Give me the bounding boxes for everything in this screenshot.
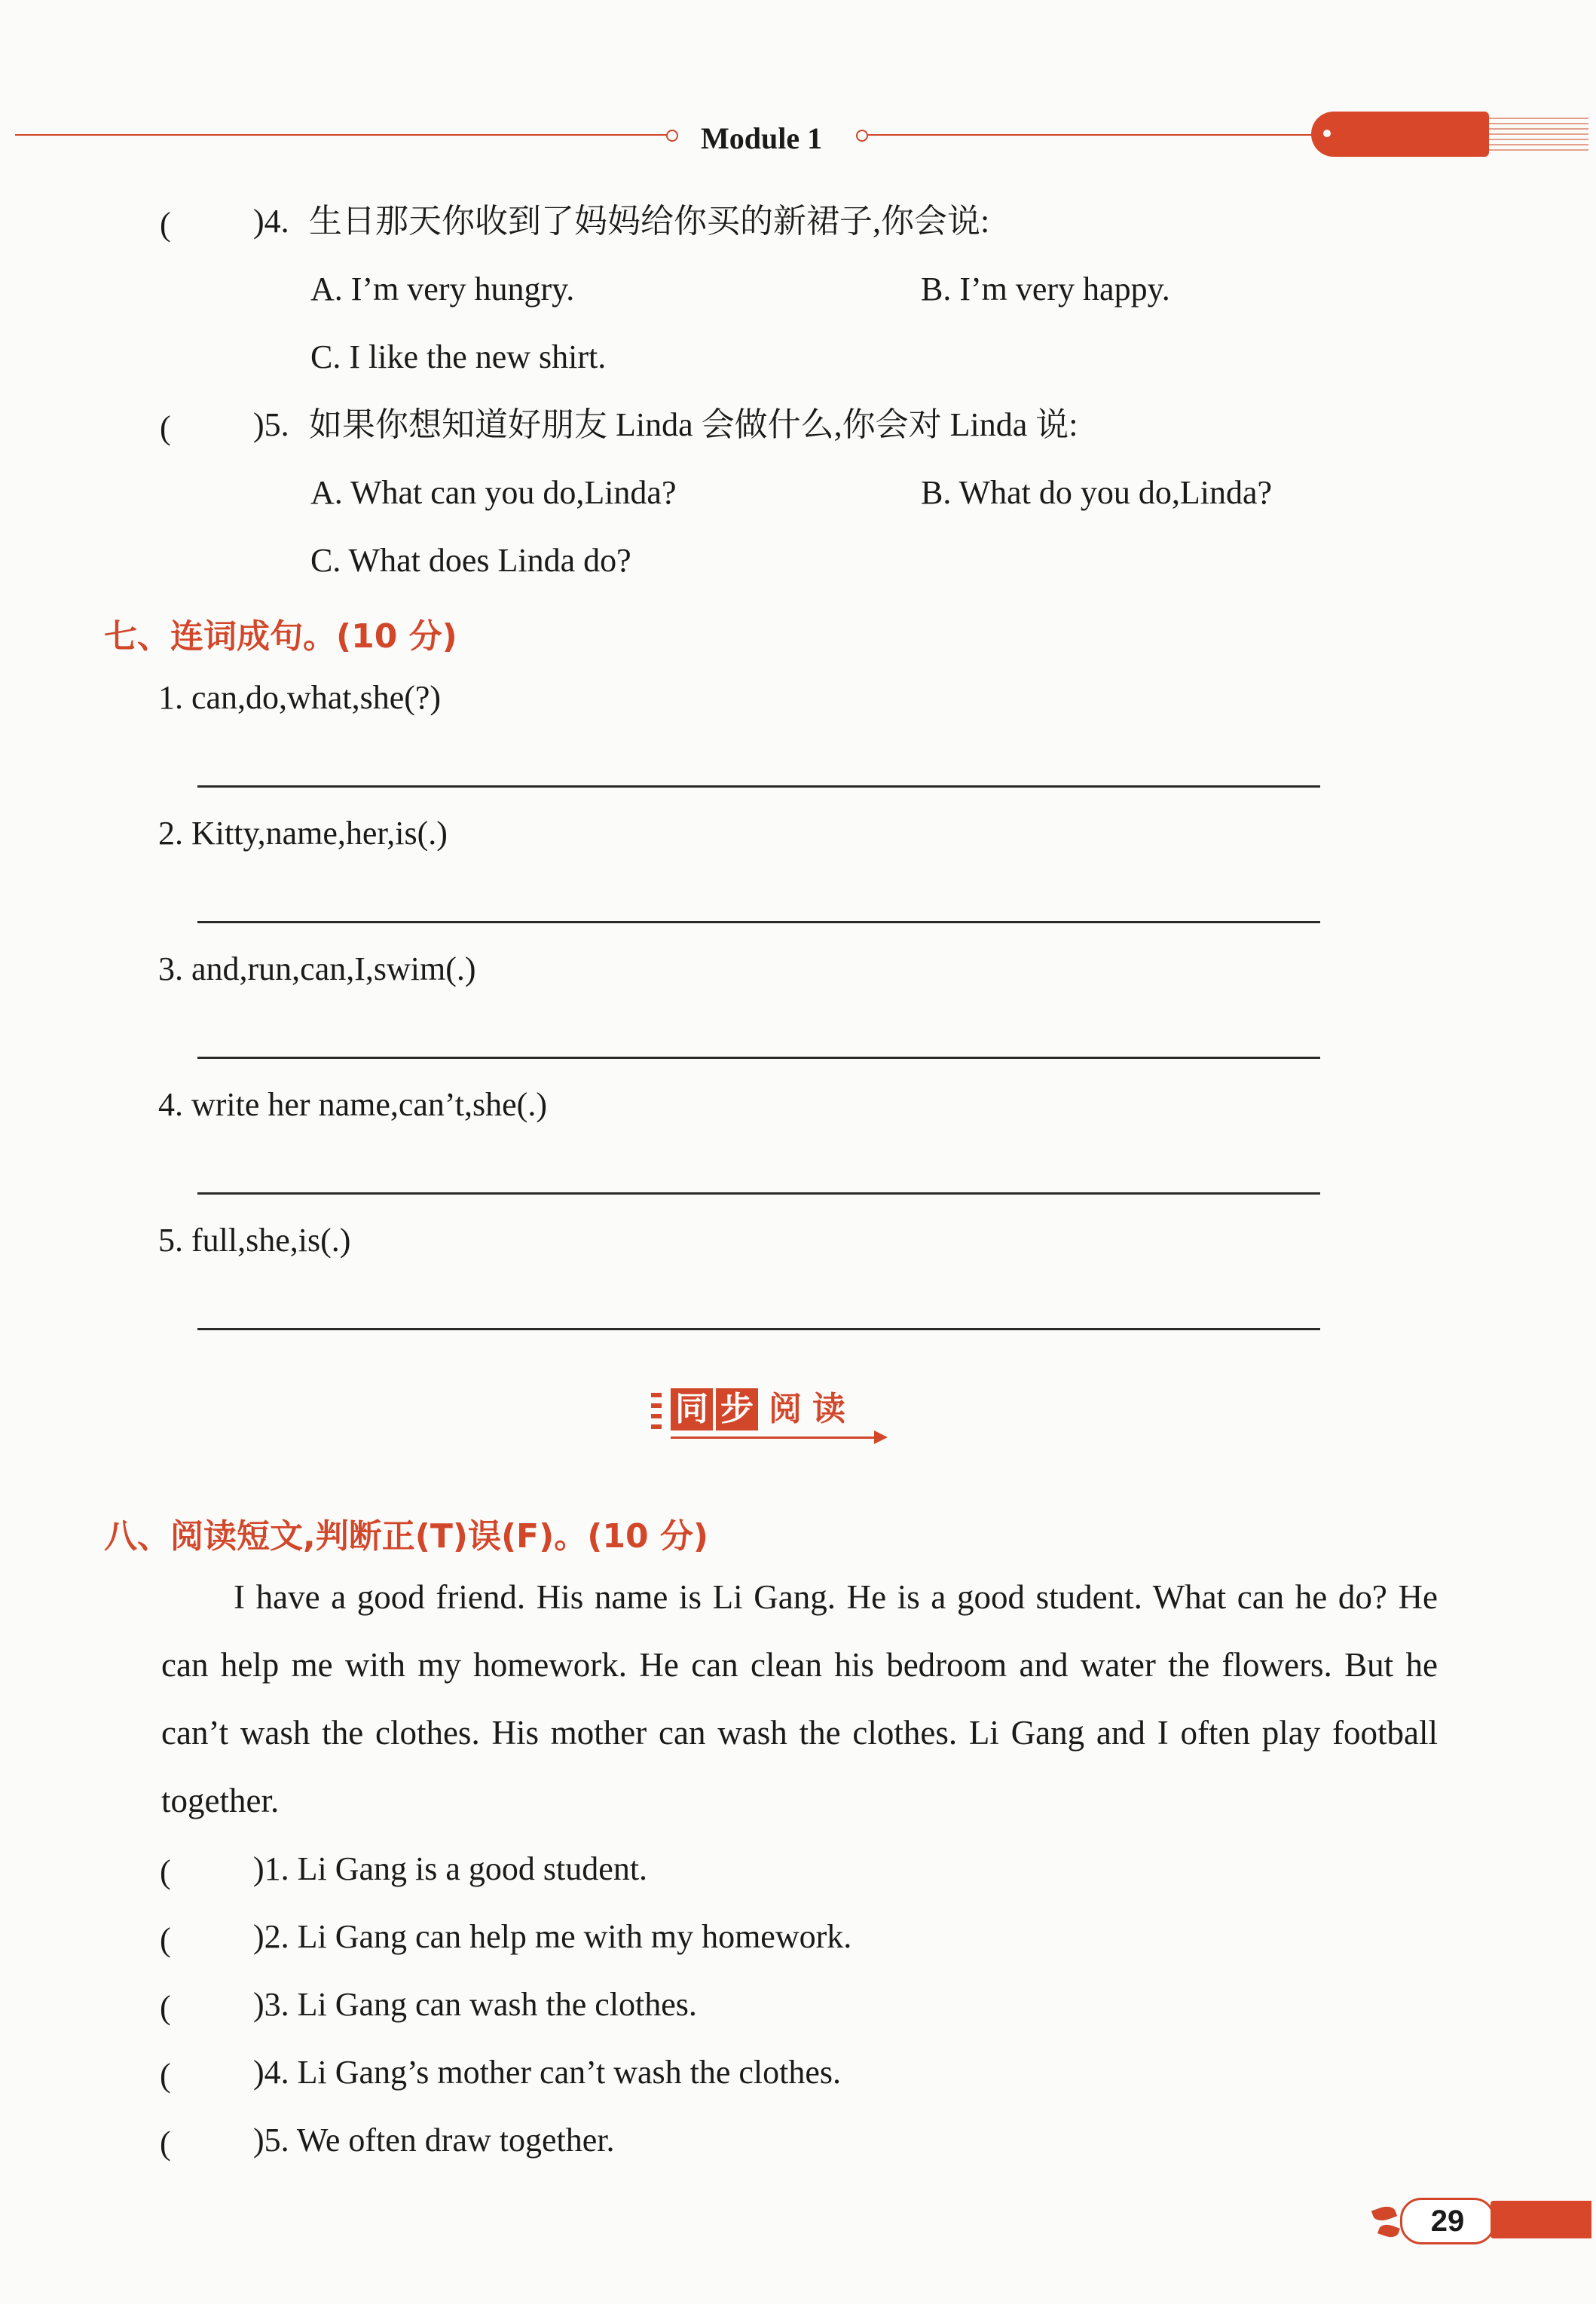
answer-line[interactable] — [197, 785, 1320, 788]
answer-line[interactable] — [197, 921, 1320, 923]
option-b[interactable]: B. What do you do,Linda? — [921, 474, 1272, 511]
tf-statement: )2. Li Gang can help me with my homework. — [253, 1918, 852, 1955]
header-circle-left — [666, 130, 678, 142]
answer-blank[interactable]: ( — [160, 409, 171, 446]
sentence-item: 1. can,do,what,she(?) — [158, 679, 442, 716]
banner-char: 读 — [812, 1390, 845, 1428]
banner-char: 同 — [671, 1388, 713, 1430]
passage-text: I have a good friend. His name is Li Gang. He is a good student. What can he do? He can help me with my homework. He can clean his bedroom and water the flowers. But he can’t wash the clothes. His mother can wash the clothes. Li Gang and I often play football together. — [161, 1578, 1438, 1819]
header-tag — [1311, 112, 1489, 157]
tf-statement: )3. Li Gang can wash the clothes. — [253, 1986, 697, 2023]
section-8-heading: 八、阅读短文,判断正(T)误(F)。(10 分) — [104, 1517, 708, 1556]
answer-line[interactable] — [197, 1192, 1320, 1195]
option-b[interactable]: B. I’m very happy. — [921, 271, 1170, 308]
leaf-icon — [1371, 2203, 1397, 2223]
question-prompt: 生日那天你收到了妈妈给你买的新裙子,你会说: — [309, 203, 990, 240]
header-tag-hole — [1323, 130, 1331, 137]
answer-blank[interactable]: ( — [160, 2057, 171, 2094]
answer-blank[interactable]: ( — [160, 1853, 171, 1890]
option-c[interactable]: C. I like the new shirt. — [310, 338, 607, 375]
question-number: )4. — [253, 203, 289, 240]
header-rule-left — [15, 134, 671, 136]
answer-line[interactable] — [197, 1057, 1320, 1059]
answer-blank[interactable]: ( — [160, 1921, 171, 1958]
reading-passage — [161, 1563, 1438, 1834]
answer-blank[interactable]: ( — [160, 2125, 171, 2162]
tf-statement: )5. We often draw together. — [253, 2122, 615, 2159]
answer-line[interactable] — [197, 1328, 1320, 1330]
banner-char: 阅 — [769, 1390, 802, 1428]
tf-statement: )1. Li Gang is a good student. — [253, 1850, 648, 1887]
tf-statement: )4. Li Gang’s mother can’t wash the clothes. — [253, 2054, 841, 2091]
sentence-item: 4. write her name,can’t,she(.) — [158, 1086, 547, 1123]
header-tag-lines — [1489, 118, 1588, 151]
banner-dots-icon — [651, 1393, 662, 1432]
question-number: )5. — [253, 406, 289, 443]
answer-blank[interactable]: ( — [160, 206, 171, 243]
page-number: 29 — [1430, 2205, 1465, 2238]
footer-bar — [1491, 2201, 1591, 2238]
header-rule-right — [868, 134, 1313, 136]
section-banner — [651, 1384, 892, 1446]
option-a[interactable]: A. What can you do,Linda? — [310, 474, 677, 511]
sentence-item: 5. full,she,is(.) — [158, 1222, 351, 1259]
leaf-icon — [1377, 2222, 1400, 2240]
banner-char: 步 — [716, 1388, 758, 1430]
sentence-item: 2. Kitty,name,her,is(.) — [158, 815, 448, 852]
header-circle-right — [856, 130, 868, 142]
arrow-right-icon — [874, 1430, 888, 1444]
question-prompt: 如果你想知道好朋友 Linda 会做什么,你会对 Linda 说: — [309, 406, 1078, 443]
module-title: Module 1 — [701, 121, 823, 155]
section-7-heading: 七、连词成句。(10 分) — [104, 617, 457, 656]
option-a[interactable]: A. I’m very hungry. — [310, 271, 575, 308]
answer-blank[interactable]: ( — [160, 1989, 171, 2026]
banner-underline — [671, 1437, 882, 1439]
sentence-item: 3. and,run,can,I,swim(.) — [158, 950, 476, 987]
option-c[interactable]: C. What does Linda do? — [310, 542, 631, 579]
